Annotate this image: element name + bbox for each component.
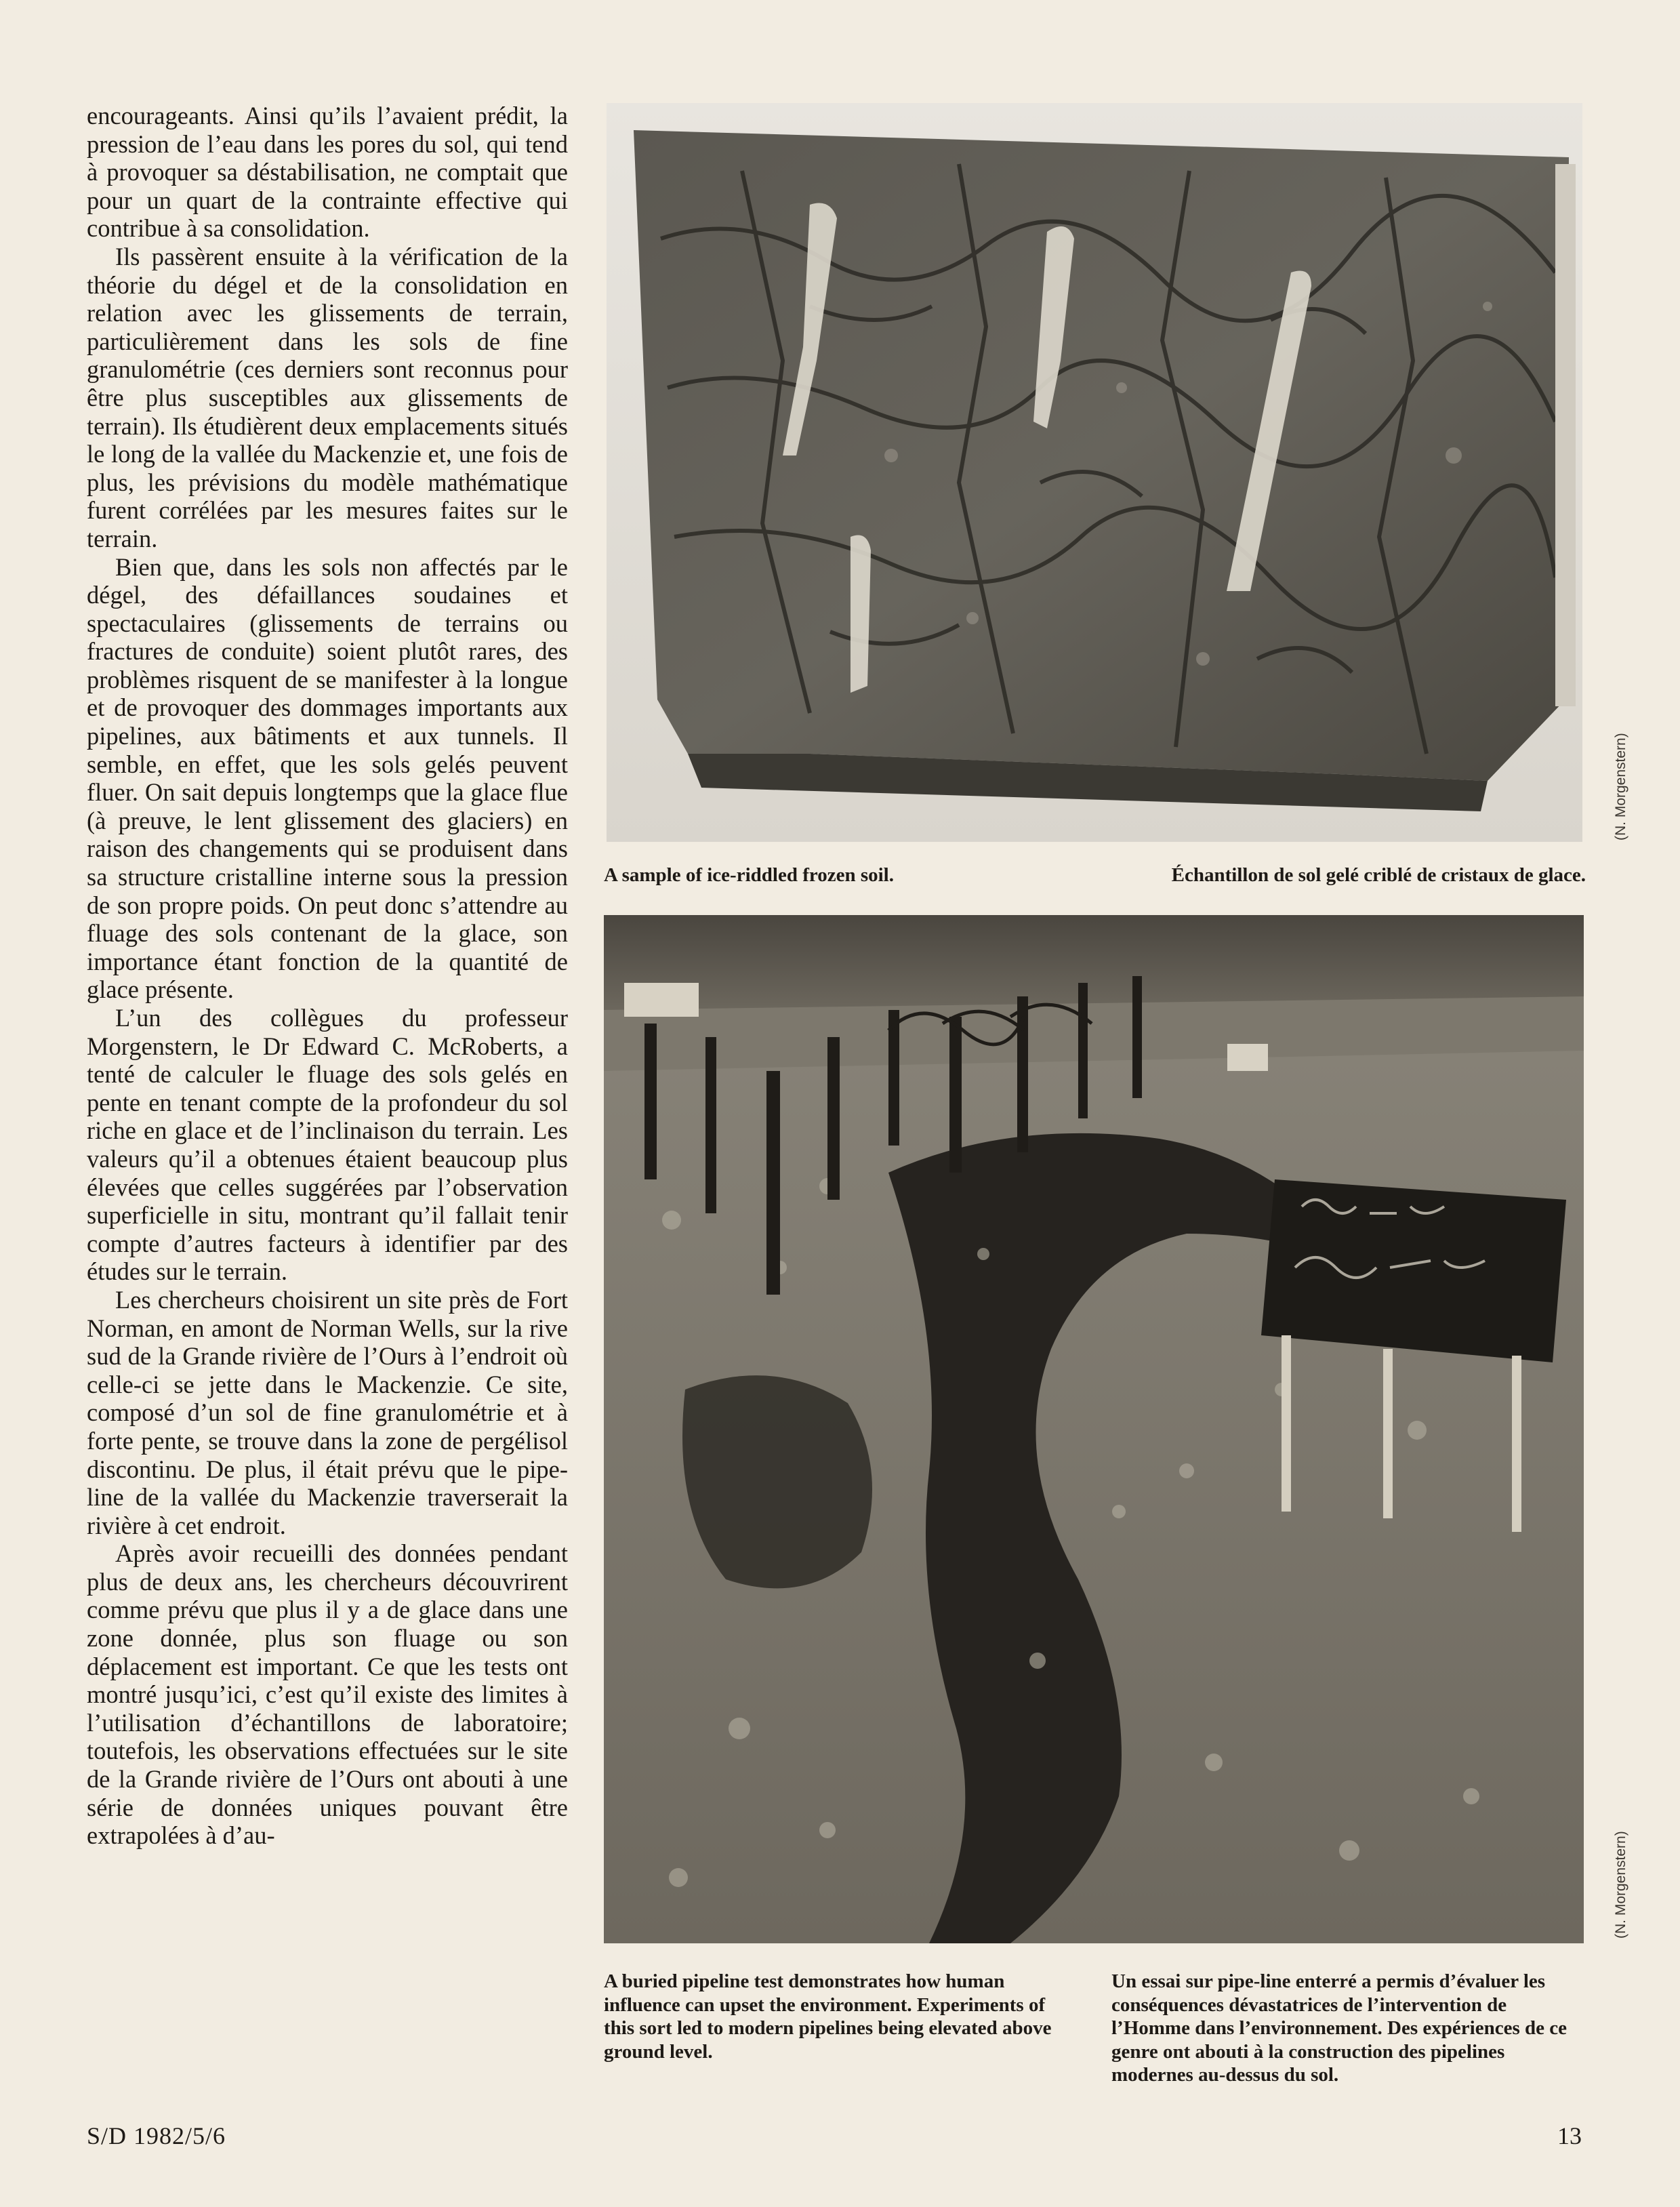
photo2-caption-french: Un essai sur pipe-line enterré a permis d’évaluer les conséquences dévastatrices de l’intervention de l’Homme dans l’environnement. Des expériences de ce genre ont abouti à la construction des pipelines modernes au-dessus du sol.: [1111, 1970, 1567, 2086]
article-paragraph: encourageants. Ainsi qu’ils l’avaient prédit, la pression de l’eau dans les pores du sol, qui tend à provoquer sa déstabilisation, ne comptait que pour un quart de la contrainte effective qui contribue à sa consolidation.: [87, 102, 568, 243]
buried-pipeline-test-photo: [604, 915, 1584, 1943]
buried-pipeline-test-image: [604, 915, 1584, 1943]
article-paragraph: Ils passèrent ensuite à la vérification de la théorie du dégel et de la consolidation en relation avec les glissements de terrain, particulièrement dans les sols de fine granulométrie (ces derniers sont reconnus pour être plus susceptibles aux glissements de terrain). Ils étudièrent deux emplacements situés le long de la vallée du Mackenzie et, une fois de plus, les prévisions du modèle mathématique furent corrélées par les mesures faites sur le terrain.: [87, 242, 568, 552]
photo2-credit: (N. Morgenstern): [1613, 1831, 1628, 1939]
article-paragraph: L’un des collègues du professeur Morgenstern, le Dr Edward C. McRoberts, a tenté de calculer le fluage des sols gelés en pente en tenant compte de la profondeur du sol riche en glace et de l’inclinaison du terrain. Les valeurs qu’il a obtenues étaient beaucoup plus élevées que celles suggérées par l’observation superficielle in situ, montrant qu’il fallait tenir compte d’autres facteurs à identifier par des études sur le terrain.: [87, 1004, 568, 1286]
frozen-soil-sample-photo: [607, 103, 1582, 842]
photo1-caption-french: Échantillon de sol gelé criblé de cristaux de glace.: [1171, 864, 1586, 886]
article-paragraph: Après avoir recueilli des données pendant plus de deux ans, les chercheurs découvrirent comme prévu que plus il y a de glace dans une zone donnée, plus son fluage ou son déplacement est important. Ce que les tests ont montré jusqu’ici, c’est qu’il existe des limites à l’utilisation d’échantillons de laboratoire; toutefois, les observations effectuées sur le site de la Grande rivière de l’Ours ont abouti à une série de données uniques pouvant être extrapolées à d’au-: [87, 1539, 568, 1850]
page-number: 13: [1557, 2122, 1582, 2149]
article-paragraph: Bien que, dans les sols non affectés par le dégel, des défaillances soudaines et spectaculaires (glissements de terrains ou fractures de conduite) soient plutôt rares, des problèmes risquent de se manifester à la longue et de provoquer des dommages importants aux pipelines, aux bâtiments et aux tunnels. Il semble, en effet, que les sols gelés peuvent fluer. On sait depuis longtemps que la glace flue (à preuve, le lent glissement des glaciers) en raison des changements qui se produisent dans sa structure cristalline interne sous la pression de son propre poids. On peut donc s’attendre au fluage des sols contenant de la glace, son importance étant fonction de la quantité de glace présente.: [87, 552, 568, 1004]
photo1-credit: (N. Morgenstern): [1613, 733, 1628, 841]
frozen-soil-sample-image: [607, 103, 1582, 842]
article-body-column: [87, 102, 568, 1850]
article-paragraph: Les chercheurs choisirent un site près de Fort Norman, en amont de Norman Wells, sur la rive sud de la Grande rivière de l’Ours à l’endroit où celle-ci se jette dans le Mackenzie. Ce site, composé d’un sol de fine granulométrie et à forte pente, se trouve dans la zone de pergélisol discontinu. De plus, il était prévu que le pipe-line de la vallée du Mackenzie traverserait la rivière à cet endroit.: [87, 1285, 568, 1539]
photo1-caption-english: A sample of ice-riddled frozen soil.: [604, 864, 894, 886]
photo2-caption-english: A buried pipeline test demonstrates how human influence can upset the environment. Experiments of this sort led to modern pipelines being elevated above ground level.: [604, 1970, 1052, 2063]
issue-reference: S/D 1982/5/6: [87, 2122, 226, 2149]
